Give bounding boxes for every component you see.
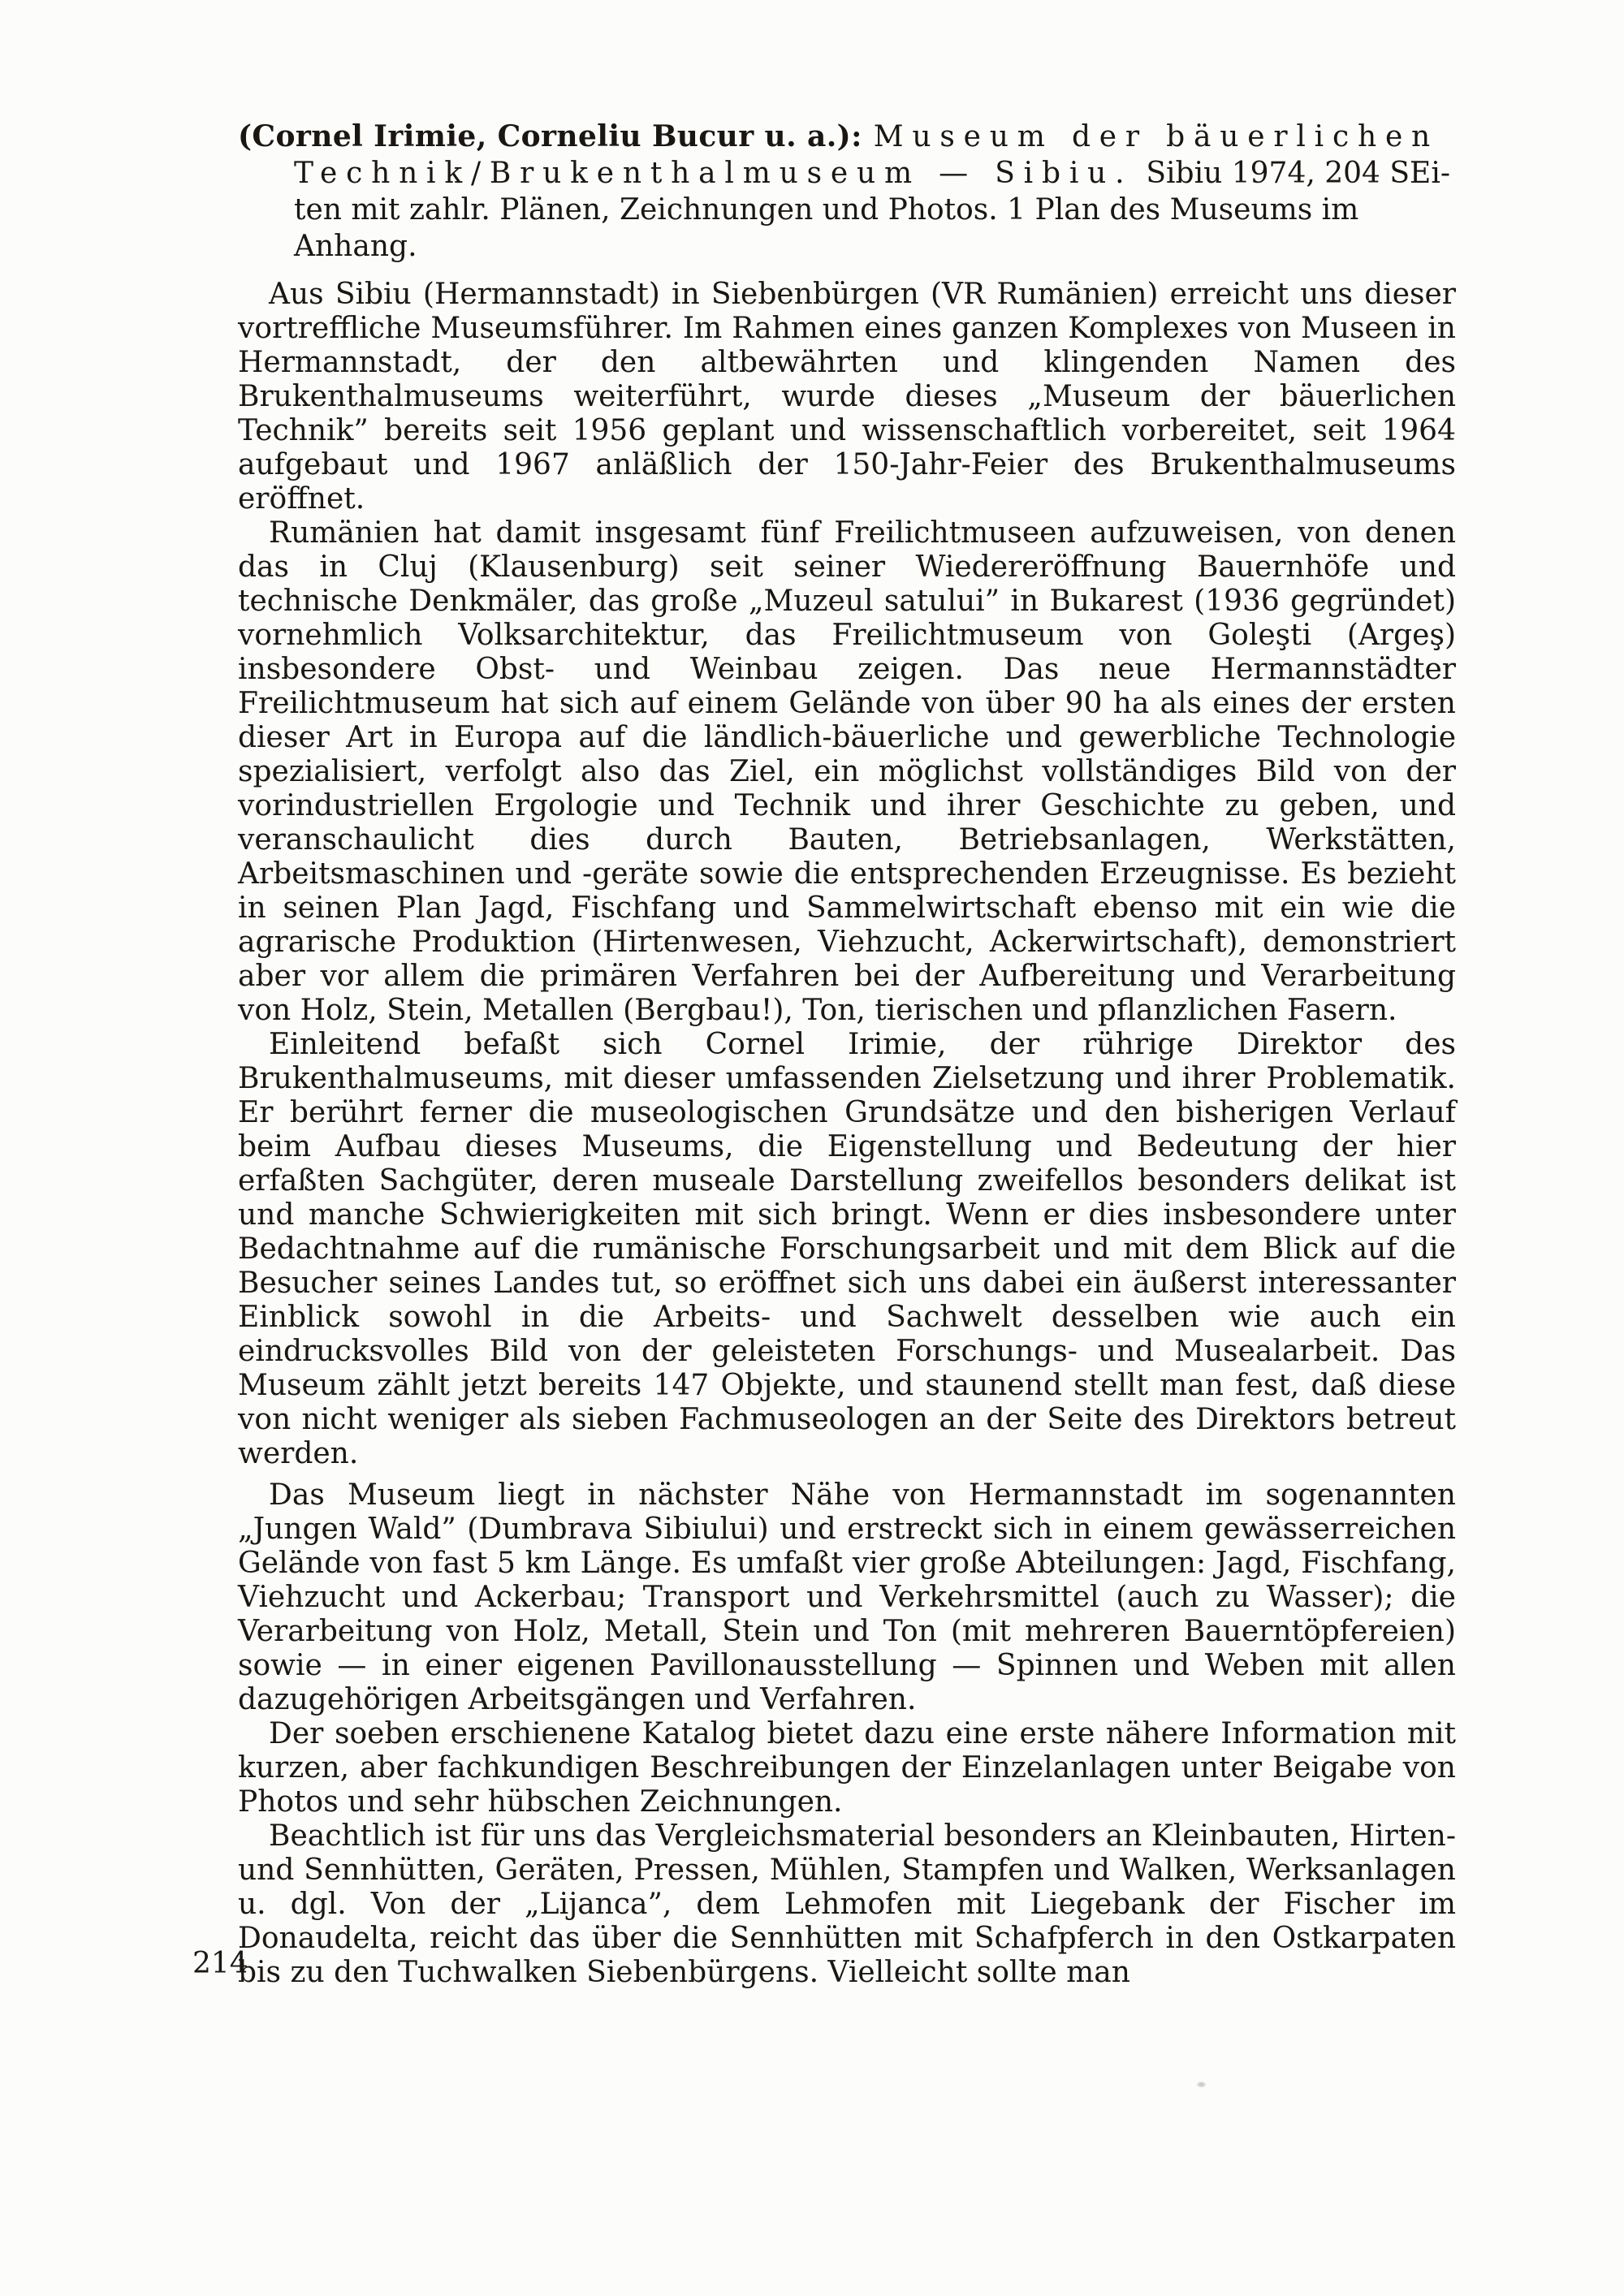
heading-title-part-1: Museum der bäuerlichen [873, 120, 1440, 153]
heading-line-2 [238, 155, 1456, 192]
scan-speck [1197, 2082, 1206, 2087]
paragraph-intro: Aus Sibiu (Hermannstadt) in Siebenbürgen (VR Rumänien) erreicht uns dieser vortreffliche Museumsführer. Im Rahmen eines ganzen Komplexes von Museen in Hermannstadt, der den altbewährten und klingenden Namen des Brukenthalmuseums weiterführt, wurde dieses „Museum der bäuerlichen Technik” bereits seit 1956 geplant und wissenschaftlich vorbereitet, seit 1964 aufgebaut und 1967 anläßlich der 150-Jahr-Feier des Brukenthalmuseums eröffnet. [238, 278, 1456, 516]
paragraph-katalog: Der soeben erschienene Katalog bietet dazu eine erste nähere Information mit kurzen, aber fachkundigen Beschreibungen der Einzelanlagen unter Beigabe von Photos und sehr hübschen Zeichnungen. [238, 1717, 1456, 1819]
heading-line-4: Anhang. [294, 230, 417, 263]
review-text-block [238, 119, 1456, 1990]
bibliographic-heading [238, 119, 1456, 265]
heading-line-1 [238, 119, 1456, 155]
paragraph-vergleichsmaterial: Beachtlich ist für uns das Vergleichsmaterial besonders an Kleinbauten, Hirten- und Sennhütten, Geräten, Pressen, Mühlen, Stampfen und Walken, Werksanlagen u. dgl. Von der „Lijanca”, dem Lehmofen mit Liegebank der Fischer im Donaudelta, reicht das über die Sennhütten mit Schafpferch in den Ostkarpaten bis zu den Tuchwalken Siebenbürgens. Vielleicht sollte man [238, 1819, 1456, 1989]
paragraph-freilichtmuseen: Rumänien hat damit insgesamt fünf Freilichtmuseen aufzuweisen, von denen das in Cluj (Klausenburg) seit seiner Wiedereröffnung Bauernhöfe und technische Denkmäler, das große „Muzeul satului” in Bukarest (1936 gegründet) vornehmlich Volksarchitektur, das Freilichtmuseum von Goleşti (Argeş) insbesondere Obst- und Weinbau zeigen. Das neue Hermannstädter Freilichtmuseum hat sich auf einem Gelände von über 90 ha als eines der ersten dieser Art in Europa auf die ländlich-bäuerliche und gewerbliche Technologie spezialisiert, verfolgt also das Ziel, ein möglichst vollständiges Bild von der vorindustriellen Ergologie und Technik und ihrer Geschichte zu geben, und veranschaulicht dies durch Bauten, Betriebsanlagen, Werkstätten, Arbeitsmaschinen und -geräte sowie die entsprechenden Erzeugnisse. Es bezieht in seinen Plan Jagd, Fischfang und Sammelwirtschaft ebenso mit ein wie die agrarische Produktion (Hirtenwesen, Viehzucht, Ackerwirtschaft), demonstriert aber vor allem die primären Verfahren bei der Aufbereitung und Verarbeitung von Holz, Stein, Metallen (Bergbau!), Ton, tierischen und pflanzlichen Fasern. [238, 516, 1456, 1027]
paragraph-einleitung-direktor: Einleitend befaßt sich Cornel Irimie, der rührige Direktor des Brukenthalmuseums, mit dieser umfassenden Zielsetzung und ihrer Problematik. Er berührt ferner die museologischen Grundsätze und den bisherigen Verlauf beim Aufbau dieses Museums, die Eigenstellung und Bedeutung der hier erfaßten Sachgüter, deren museale Darstellung zweifellos besonders delikat ist und manche Schwierigkeiten mit sich bringt. Wenn er dies insbesondere unter Bedachtnahme auf die rumänische Forschungsarbeit und mit dem Blick auf die Besucher seines Landes tut, so eröffnet sich uns dabei ein äußerst interessanter Einblick sowohl in die Arbeits- und Sachwelt desselben wie auch ein eindrucksvolles Bild von der geleisteten Forschungs- und Musealarbeit. Das Museum zählt jetzt bereits 147 Objekte, und staunend stellt man fest, daß diese von nicht weniger als sieben Fachmuseologen an der Seite des Direktors betreut werden. [238, 1028, 1456, 1470]
heading-title-part-2: Technik/Brukenthalmuseum — Sibiu. [294, 157, 1134, 190]
page-number: 214 [192, 1947, 248, 1980]
paragraph-lage-abteilungen: Das Museum liegt in nächster Nähe von Hermannstadt im sogenannten „Jungen Wald” (Dumbrava Sibiului) und erstreckt sich in einem gewässerreichen Gelände von fast 5 km Länge. Es umfaßt vier große Abteilungen: Jagd, Fischfang, Viehzucht und Ackerbau; Transport und Verkehrsmittel (auch zu Wasser); die Verarbeitung von Holz, Metall, Stein und Ton (mit mehreren Bauerntöpfereien) sowie — in einer eigenen Pavillonausstellung — Spinnen und Weben mit allen dazugehörigen Arbeitsgängen und Verfahren. [238, 1478, 1456, 1716]
heading-line-3: ten mit zahlr. Plänen, Zeichnungen und Photos. 1 Plan des Museums im [294, 193, 1359, 227]
heading-authors: (Cornel Irimie, Corneliu Bucur u. a.): [238, 119, 862, 153]
heading-imprint: Sibiu 1974, 204 SEi- [1146, 157, 1451, 190]
